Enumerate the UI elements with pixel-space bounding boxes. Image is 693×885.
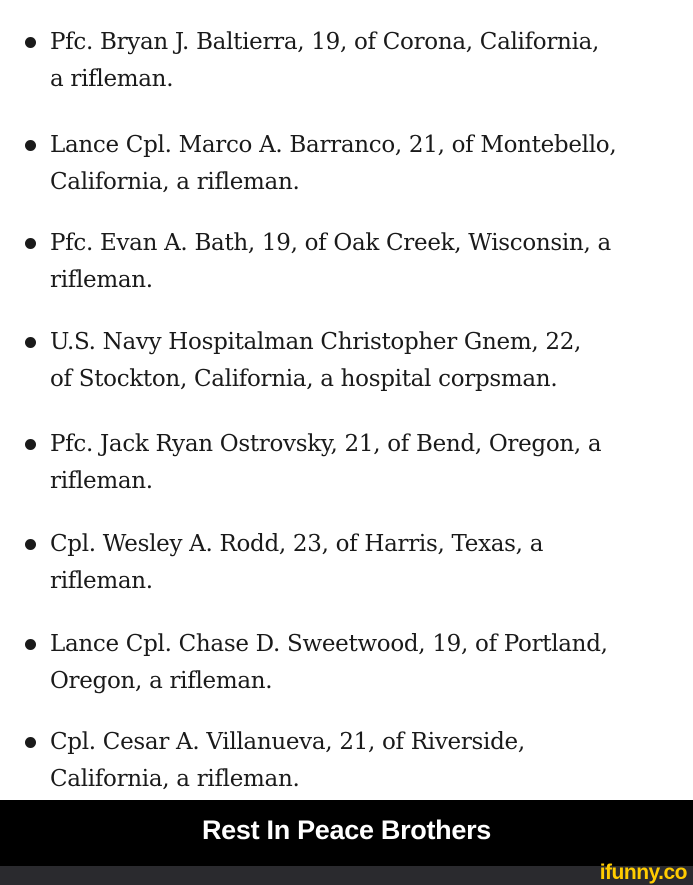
ifunny-watermark-logo: ifunny.co <box>599 861 687 884</box>
list-item <box>0 127 693 217</box>
list-item-text <box>50 626 670 700</box>
list-item <box>0 724 693 800</box>
list-item-line: Oregon, a rifleman. <box>50 668 273 694</box>
bullet-icon <box>25 238 36 249</box>
list-item-line: U.S. Navy Hospitalman Christopher Gnem, 22, <box>50 329 582 355</box>
bullet-icon <box>25 37 36 48</box>
list-item-line: Lance Cpl. Chase D. Sweetwood, 19, of Portland, <box>50 631 608 657</box>
list-item-line: Pfc. Evan A. Bath, 19, of Oak Creek, Wisconsin, a <box>50 230 611 256</box>
list-item-line: rifleman. <box>50 568 153 594</box>
list-item-line: Pfc. Bryan J. Baltierra, 19, of Corona, California, <box>50 29 600 55</box>
caption-bar <box>0 800 693 866</box>
list-item-line: rifleman. <box>50 468 153 494</box>
caption-text: Rest In Peace Brothers <box>201 814 492 845</box>
bullet-icon <box>25 737 36 748</box>
list-item <box>0 626 693 716</box>
bullet-icon <box>25 639 36 650</box>
footer-bar <box>0 866 693 885</box>
list-item-line: Pfc. Jack Ryan Ostrovsky, 21, of Bend, Oregon, a <box>50 431 602 457</box>
list-item-text <box>50 724 670 798</box>
list-item-text <box>50 426 670 500</box>
list-item-text <box>50 24 670 98</box>
list-item-text <box>50 324 670 398</box>
list-item-text <box>50 127 670 201</box>
list-item <box>0 324 693 414</box>
list-item-line: a rifleman. <box>50 66 174 92</box>
list-item-line: of Stockton, California, a hospital corpsman. <box>50 366 558 392</box>
list-item-line: Lance Cpl. Marco A. Barranco, 21, of Montebello, <box>50 132 617 158</box>
list-item <box>0 526 693 616</box>
list-item <box>0 426 693 516</box>
list-item-line: California, a rifleman. <box>50 766 300 792</box>
list-item-text <box>50 526 670 600</box>
list-item-line: rifleman. <box>50 267 153 293</box>
bullet-icon <box>25 539 36 550</box>
bullet-icon <box>25 140 36 151</box>
bullet-icon <box>25 337 36 348</box>
list-item <box>0 225 693 315</box>
bullet-icon <box>25 439 36 450</box>
list-item <box>0 24 693 114</box>
list-item-line: Cpl. Cesar A. Villanueva, 21, of Riverside, <box>50 729 525 755</box>
list-item-text <box>50 225 670 299</box>
list-item-line: California, a rifleman. <box>50 169 300 195</box>
list-item-line: Cpl. Wesley A. Rodd, 23, of Harris, Texas, a <box>50 531 544 557</box>
